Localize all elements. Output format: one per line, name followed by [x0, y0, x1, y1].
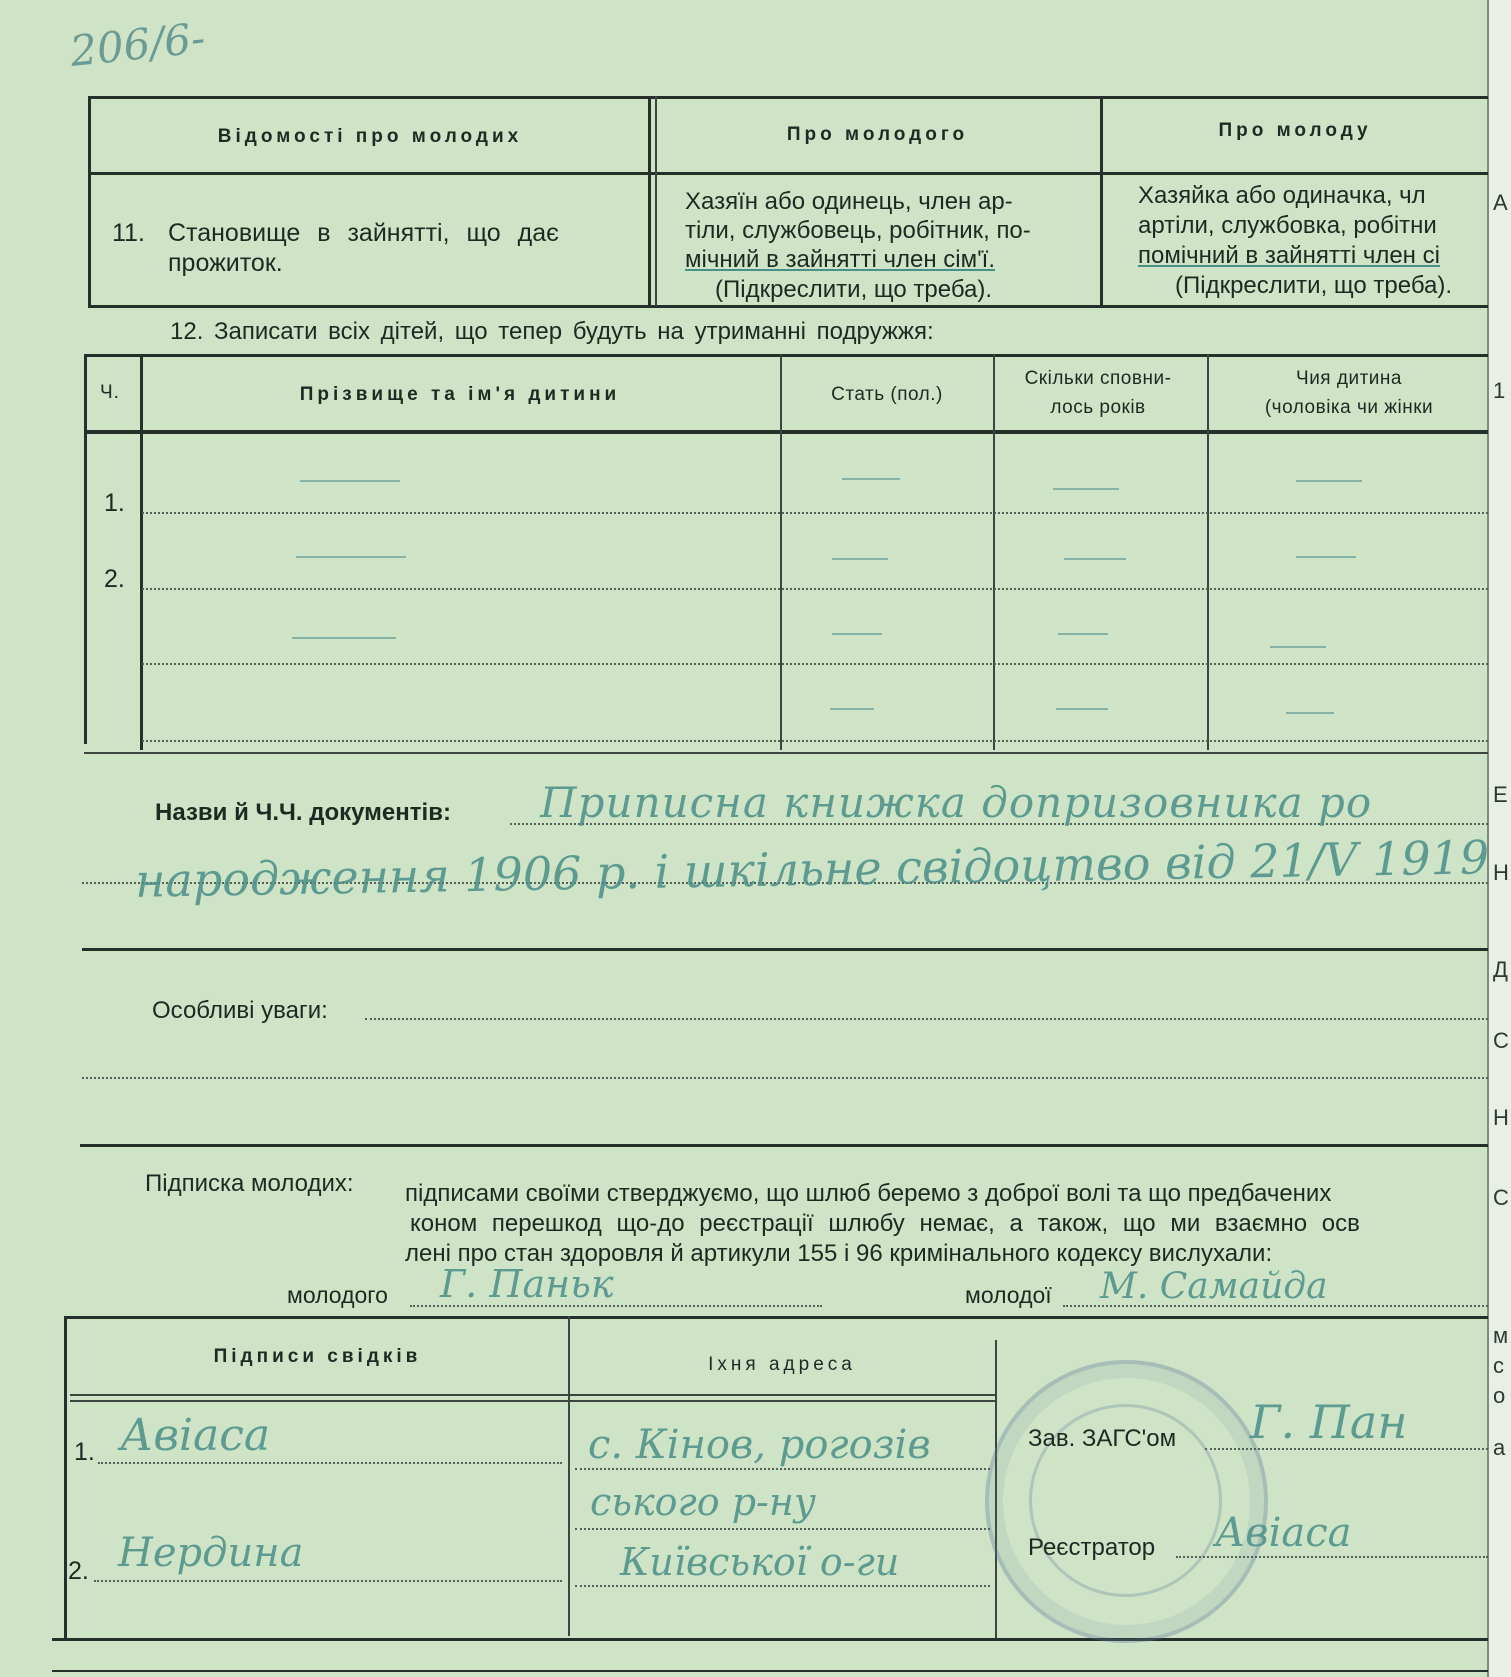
col-whose-a: Чия дитина	[1296, 368, 1402, 389]
witness-address-line1: с. Кінов, рогозів	[588, 1422, 931, 1468]
official-stamp	[985, 1360, 1268, 1643]
documents-handwriting-line1: Приписна книжка допризовника ро	[540, 778, 1373, 827]
registrar-label: Реєстратор	[1028, 1534, 1156, 1561]
groom-occupation-line2: тіли, службовець, робітник, по-	[685, 217, 1031, 244]
witness-address-line3: Київської о-ги	[620, 1540, 900, 1584]
bride-occupation-line4: (Підкреслити, що треба).	[1175, 272, 1453, 299]
groom-occupation-line3: мічний в зайнятті член сім'ї.	[685, 246, 996, 273]
groom-occupation-line4: (Підкреслити, що треба).	[715, 276, 993, 303]
edge-char: с	[1493, 1353, 1504, 1378]
edge-char: С	[1493, 1028, 1509, 1053]
edge-char: 1	[1493, 378, 1506, 403]
edge-char: Н	[1493, 860, 1509, 885]
col-whose-b: (чоловіка чи жінки	[1264, 397, 1434, 418]
edge-char: Д	[1493, 957, 1508, 982]
children-intro: 12. Записати всіх дітей, що тепер будуть на утриманні подружжя:	[170, 318, 934, 345]
col-child-name: Прізвище та ім'я дитини	[299, 384, 621, 405]
child-row-number: 1.	[104, 489, 125, 517]
header-groom: Про молодого	[786, 124, 969, 145]
zags-head-signature: Г. Пан	[1250, 1395, 1408, 1449]
header-bride: Про молоду	[1218, 120, 1372, 141]
adjacent-page-edge	[1487, 0, 1511, 1677]
row11-label-a: Становище в зайнятті, що дає	[168, 219, 559, 247]
witness-address-line2: ського р-ну	[590, 1480, 816, 1524]
bride-signature: М. Самайда	[1100, 1266, 1328, 1307]
header-couple-info: Відомості про молодих	[217, 126, 523, 147]
groom-occupation-line1: Хазяїн або одинець, член ар-	[685, 188, 1013, 215]
witness1-signature: Авіаса	[120, 1410, 271, 1461]
edge-char: С	[1493, 1185, 1509, 1210]
documents-label: Назви й Ч.Ч. документів:	[155, 799, 451, 826]
signature-block-label: Підписка молодих:	[145, 1170, 354, 1197]
documents-handwriting-line2: народження 1906 р. і шкільне свідоцтво від 21/V 1919	[134, 830, 1490, 908]
witness-number: 2.	[68, 1557, 89, 1585]
zags-head-label: Зав. ЗАГС'ом	[1028, 1425, 1177, 1452]
row11-label-b: прожиток.	[168, 249, 283, 277]
child-row-number: 2.	[104, 565, 125, 593]
edge-char: Н	[1493, 1105, 1509, 1130]
witness-number: 1.	[74, 1438, 95, 1466]
bride-occupation-line3: помічний в зайнятті член сі	[1138, 242, 1440, 269]
edge-char: м	[1493, 1323, 1509, 1348]
remarks-label: Особливі уваги:	[152, 997, 328, 1024]
header-witness-address: Іхня адреса	[708, 1354, 856, 1375]
col-sex: Стать (пол.)	[831, 384, 943, 405]
registrar-signature: Авіаса	[1215, 1510, 1352, 1556]
witness2-signature: Нердина	[118, 1530, 304, 1576]
header-witness-signatures: Підписи свідків	[213, 1346, 422, 1367]
signature-block-line2: коном перешкод що-до реєстрації шлюбу немає, а також, що ми взаємно осв	[410, 1210, 1360, 1237]
bride-occupation-line2: артіли, службовка, робітни	[1138, 212, 1437, 239]
bride-occupation-line1: Хазяйка або одиначка, чл	[1138, 182, 1426, 209]
signature-block-line1: підписами своїми стверджуємо, що шлюб беремо з доброї волі та що предбачених	[405, 1180, 1332, 1207]
edge-char: о	[1493, 1383, 1506, 1408]
corner-archive-mark: 206/6-	[67, 13, 208, 76]
groom-signature-label: молодого	[287, 1282, 388, 1308]
signature-block-line3: лені про стан здоровля й артикули 155 і 96 кримінального кодексу вислухали:	[405, 1240, 1273, 1267]
groom-signature: Г. Паньк	[440, 1262, 614, 1306]
edge-char: А	[1493, 190, 1508, 215]
col-age-a: Скільки сповни-	[1024, 368, 1172, 389]
edge-char: а	[1493, 1435, 1506, 1460]
col-number: Ч.	[100, 382, 120, 403]
bride-signature-label: молодої	[965, 1282, 1052, 1308]
col-age-b: лось років	[1050, 397, 1146, 418]
edge-char: Е	[1493, 782, 1508, 807]
row11-number: 11.	[112, 219, 145, 247]
